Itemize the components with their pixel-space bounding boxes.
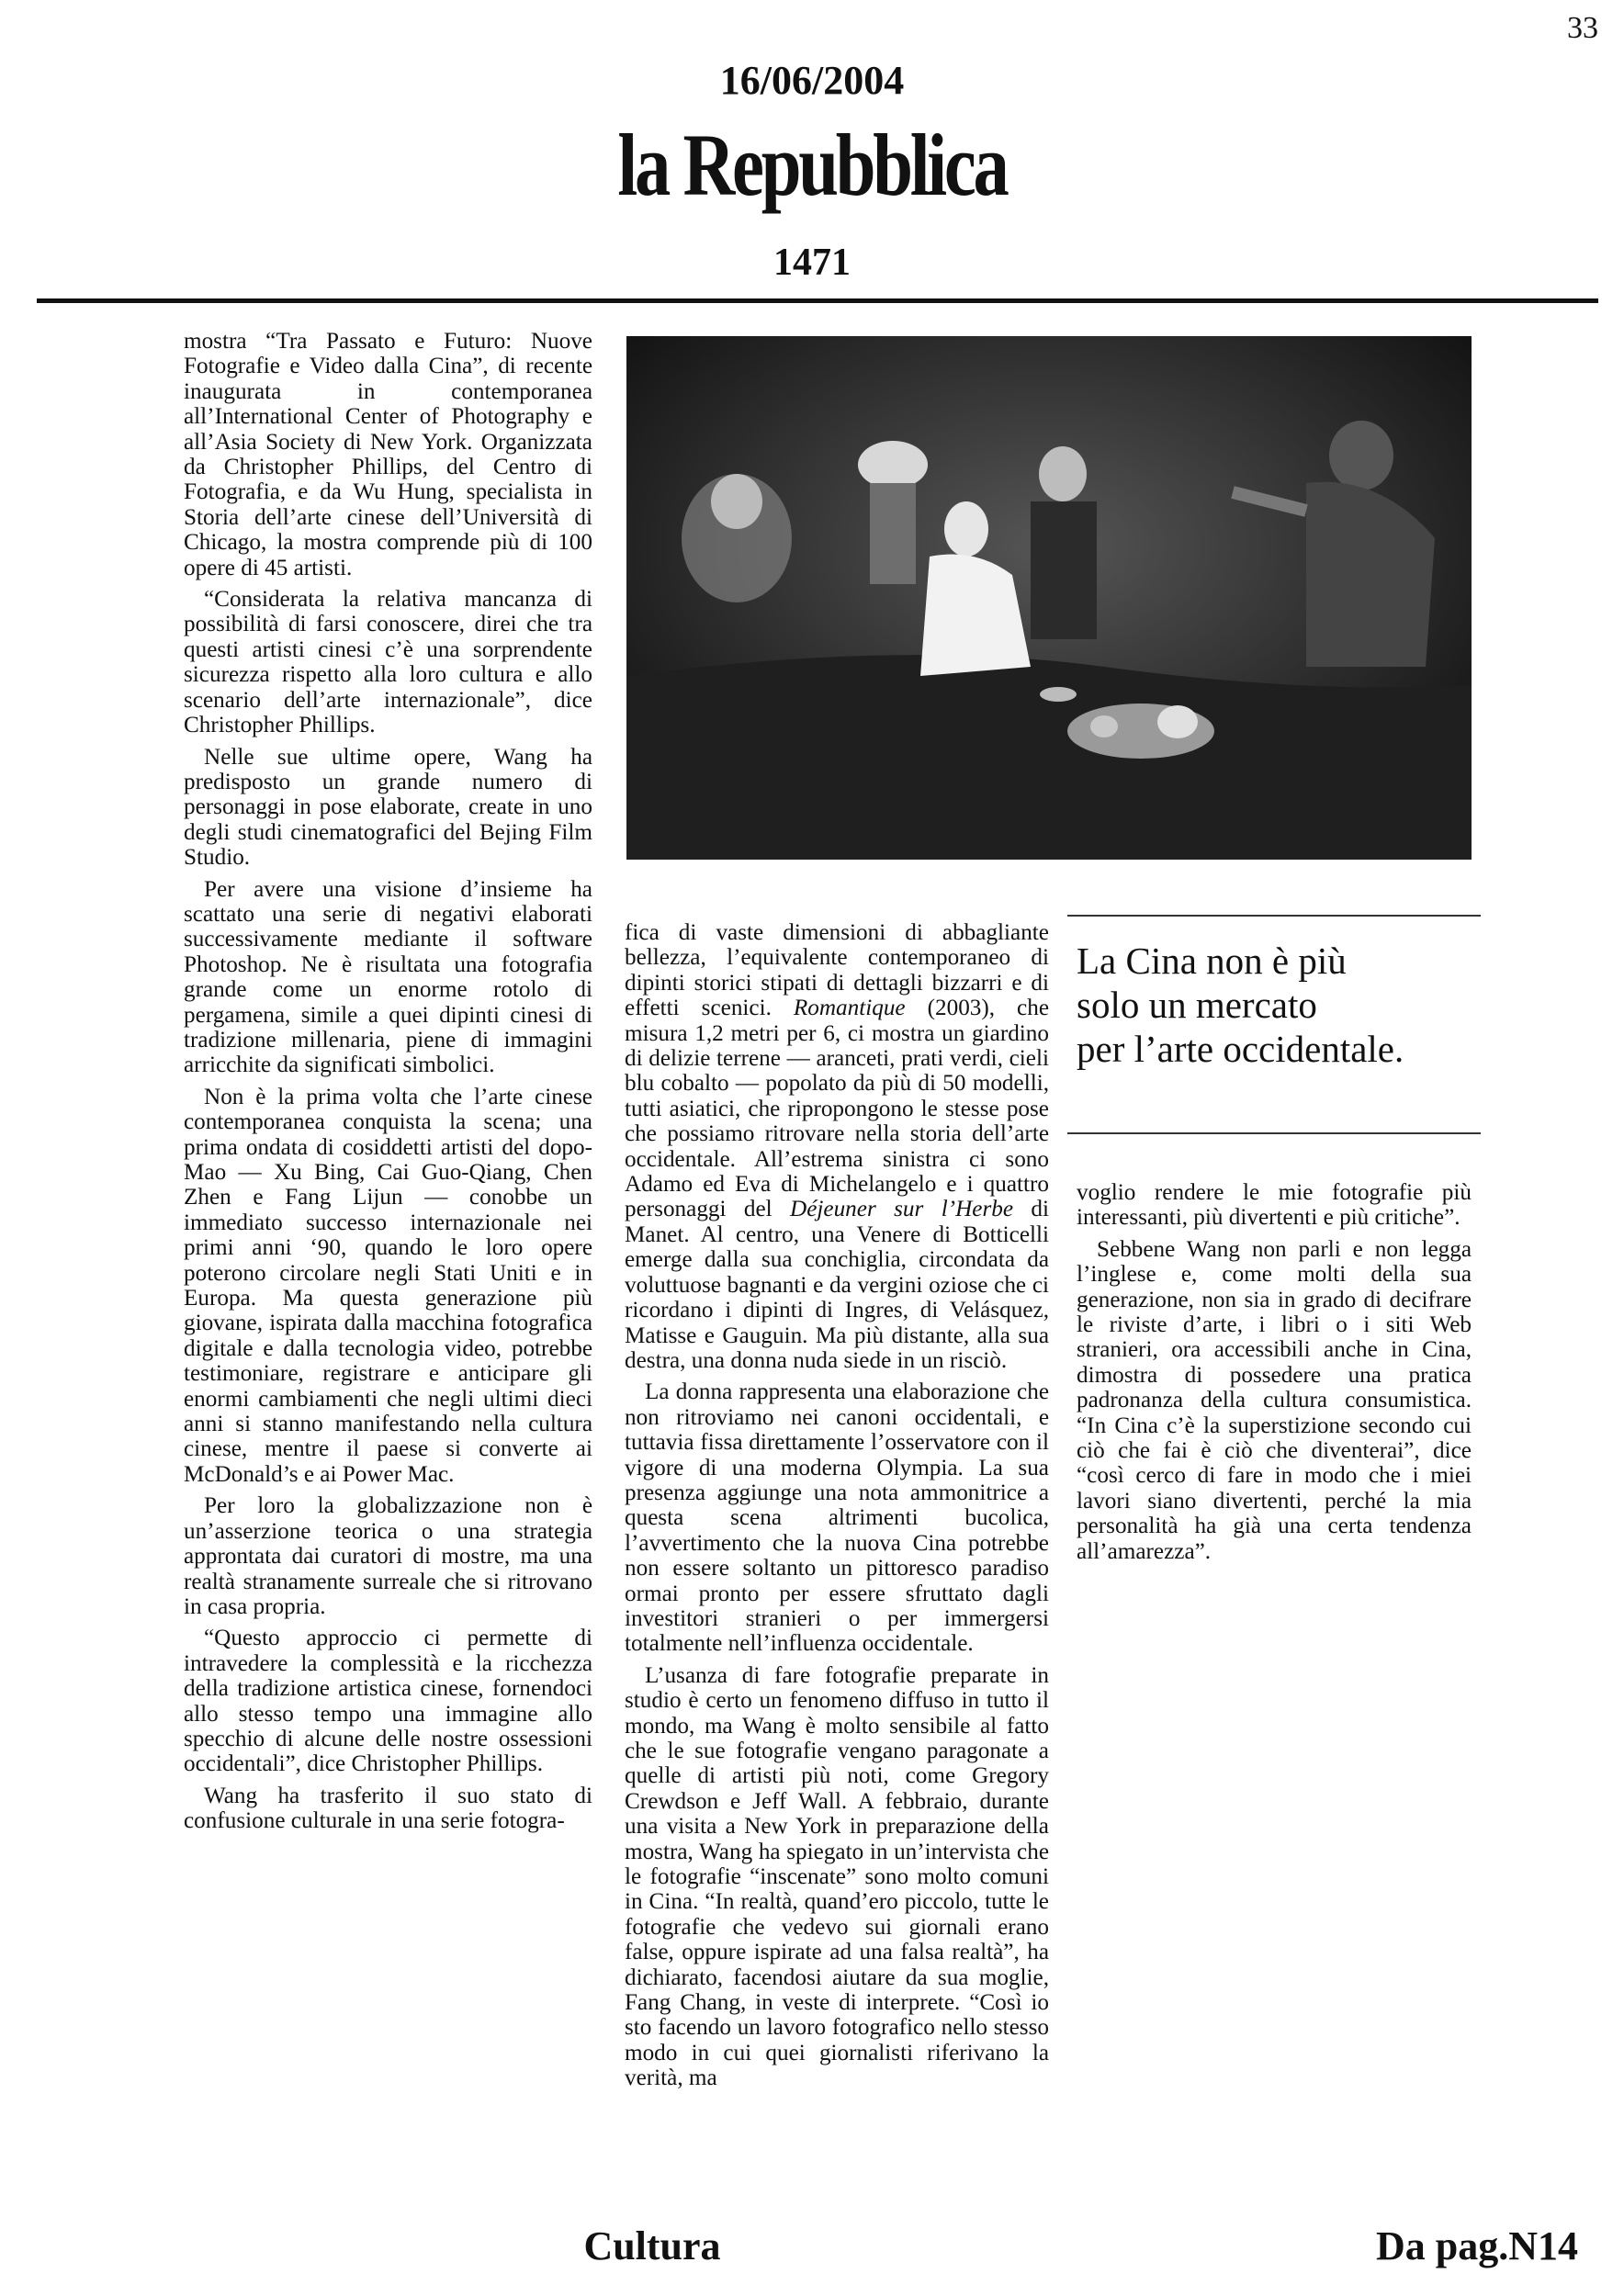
text-span: fica di vaste dimensioni di abbagliante bellezza, l’equivalente contemporaneo di dipinti storici stipati di dettagli bizzarri e di effetti scenici. [625, 920, 1049, 1021]
paragraph: Per avere una visione d’insieme ha scattato una serie di negativi elaborati successivamente mediante il software Photoshop. Ne è risultata una fotografia grande come un enorme rotolo di pergamena, simile a quei dipinti cinesi di tradizione millenaria, piene di immagini arricchite da significati simbolici. [184, 876, 592, 1078]
source-reference: Da pag.N14 [1375, 2223, 1578, 2268]
artwork-title: Déjeuner sur l’Herbe [790, 1197, 1014, 1222]
paragraph: mostra “Tra Passato e Futuro: Nuove Fotografie e Video dalla Cina”, di recente inaugurata in contemporanea all’International Center of Photography e all’Asia Society di New York. Organizzata da Christopher Phillips, del Centro di Fotografia, e da Wu Hung, specialista in Storia dell’arte cinese dell’Università di Chicago, la mostra comprende più di 100 opere di 45 artisti. [184, 329, 592, 580]
pull-quote-rule-bottom [1067, 1132, 1481, 1134]
paragraph: Per loro la globalizzazione non è un’asserzione teorica o una strategia approntata dai curatori di mostre, ma una realtà stranamente surreale che si ritrovano in casa propria. [184, 1493, 592, 1619]
paragraph [625, 920, 1049, 1373]
article-column-3 [1077, 1180, 1472, 1570]
paragraph: L’usanza di fare fotografie preparate in studio è certo un fenomeno diffuso in tutto il mondo, ma Wang è molto sensibile al fatto che le sue fotografie vengano paragonate a quelle di artisti più noti, come Gregory Crewdson e Jeff Wall. A febbraio, durante una visita a New York in preparazione della mostra, Wang ha spiegato in un’intervista che le fotografie “inscenate” sono molto comuni in Cina. “In realtà, quand’ero piccolo, tutte le fotografie che vedevo sui giornali erano false, oppure ispirate ad una falsa realtà”, ha dichiarato, facendosi aiutare da sua moglie, Fang Chang, in veste di interprete. “Così io sto facendo un lavoro fotografico nello stesso modo in cui quei giornalisti riferivano la verità, ma [625, 1662, 1049, 2091]
paragraph: La donna rappresenta una elaborazione che non ritroviamo nei canoni occidentali, e tuttavia fissa direttamente l’osservatore con il vigore di una moderna Olympia. La sua presenza aggiunge una nota ammonitrice a questa scena altrimenti bucolica, l’avvertimento che la nuova Cina potrebbe non essere soltanto un pittoresco paradiso ormai pronto per essere sfruttato dagli investitori stranieri o per immergersi totalmente nell’influenza occidentale. [625, 1379, 1049, 1657]
pull-quote [1077, 939, 1472, 1071]
paragraph: voglio rendere le mie fotografie più interessanti, più divertenti e più critiche”. [1077, 1180, 1472, 1231]
text-span: (2003), che misura 1,2 metri per 6, ci mostra un giardino di delizie terrene — aranceti, prati verdi, cieli blu cobalto — popolato da più di 50 modelli, tutti asiatici, che ripropongono le stesse pose che possiamo ritrovare nella storia dell’arte occidentale. All’estrema sinistra ci sono Adamo ed Eva di Michelangelo e i quattro personaggi del [625, 996, 1050, 1222]
page-number: 33 [1567, 11, 1598, 45]
paragraph: “Considerata la relativa mancanza di possibilità di farsi conoscere, direi che tra questi artisti cinesi c’è una sorprendente sicurezza rispetto alla loro cultura e allo scenario dell’arte internazionale”, dice Christopher Phillips. [184, 587, 592, 738]
paragraph: Sebbene Wang non parli e non legga l’inglese e, come molti della sua generazione, non sia in grado di decifrare le riviste d’arte, i libri o i siti Web stranieri, ora accessibili anche in Cina, dimostra di possedere una pratica padronanza della cultura consumistica. “In Cina c’è la superstizione secondo cui ciò che fai è ciò che diventerai”, dice “così cerco di fare in modo che i miei lavori siano divertenti, perché la mia personalità ha già una certa tendenza all’amarezza”. [1077, 1236, 1472, 1564]
paragraph: Wang ha trasferito il suo stato di confusione culturale in una serie fotogra- [184, 1783, 592, 1834]
publication-date: 16/06/2004 [719, 58, 905, 103]
section-label: Cultura [583, 2223, 721, 2268]
pull-quote-rule-top [1067, 915, 1481, 917]
article-photo [626, 336, 1472, 860]
article-column-2 [625, 920, 1049, 2098]
header-rule [37, 298, 1598, 303]
paragraph: Nelle sue ultime opere, Wang ha predisposto un grande numero di personaggi in pose elaborate, create in uno degli studi cinematografici del Bejing Film Studio. [184, 744, 592, 871]
pull-quote-line: per l’arte occidentale. [1077, 1028, 1404, 1070]
photo-illustration [626, 336, 1472, 860]
artwork-title: Romantique [793, 996, 906, 1021]
newspaper-masthead: la Repubblica [617, 116, 1007, 214]
article-column-1 [184, 329, 592, 1840]
paragraph: Non è la prima volta che l’arte cinese contemporanea conquista la scena; una prima ondata di cosiddetti artisti del dopo-Mao — Xu Bing, Cai Guo-Qiang, Chen Zhen e Fang Lijun — conobbe un immediato successo internazionale nei primi anni ‘90, quando le loro opere poterono circolare negli Stati Uniti e in Europa. Ma questa generazione più giovane, ispirata dalla macchina fotografica digitale e dalla tecnologia video, potrebbe testimoniare, registrare e anticipare gli enormi cambiamenti che negli ultimi dieci anni si stanno manifestando nella cultura cinese, mentre il paese si converte ai McDonald’s e ai Power Mac. [184, 1084, 592, 1487]
pull-quote-line: solo un mercato [1077, 984, 1317, 1026]
paragraph: “Questo approccio ci permette di intravedere la complessità e la ricchezza della tradizione artistica cinese, fornendoci allo stesso tempo una immagine allo specchio di alcune delle nostre ossessioni occidentali”, dice Christopher Phillips. [184, 1626, 592, 1777]
pull-quote-line: La Cina non è più [1077, 940, 1347, 982]
issue-number: 1471 [773, 242, 851, 284]
text-span: di Manet. Al centro, una Venere di Botticelli emerge dalla sua conchiglia, circondata da voluttuose bagnanti e da vergini oziose che ci ricordano i dipinti di Ingres, di Velásquez, Matisse e Gauguin. Ma più distante, alla sua destra, una donna nuda siede in un risciò. [625, 1197, 1049, 1373]
